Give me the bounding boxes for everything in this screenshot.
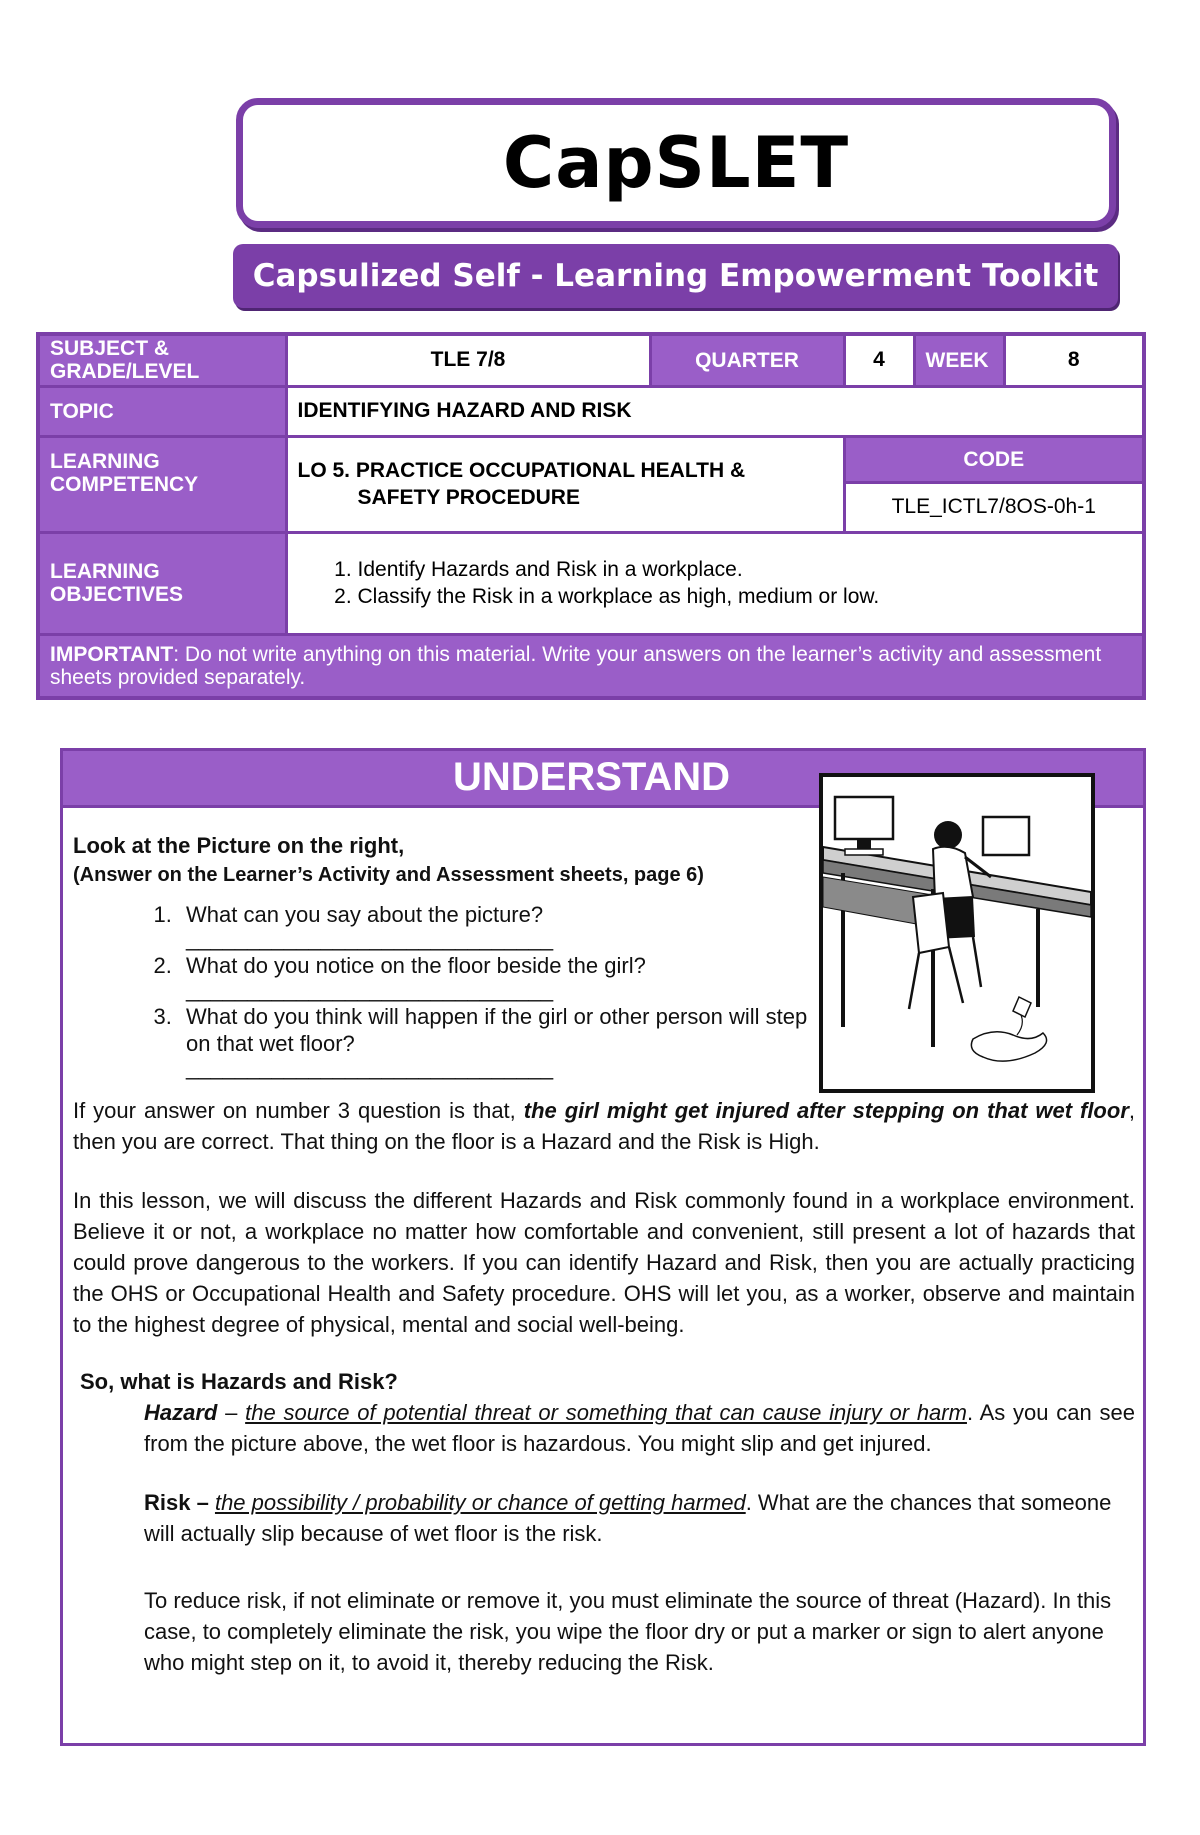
competency-value (286, 436, 844, 532)
topic-row (38, 386, 1144, 436)
important-note (38, 634, 1144, 698)
important-row (38, 634, 1144, 698)
answer-note: (Answer on the Learner’s Activity and Assessment sheets, page 6) (73, 864, 704, 886)
subject-row (38, 334, 1144, 386)
hazard-paragraph (73, 1397, 1135, 1459)
objectives-label: LEARNING OBJECTIVES (38, 532, 286, 634)
question-item (178, 1003, 818, 1079)
answer-blank: ______________________________ (186, 977, 554, 1002)
hazard-definition: the source of potential threat or something that can cause injury or harm (245, 1400, 967, 1425)
title-box (236, 98, 1116, 228)
reduce-paragraph: To reduce risk, if not eliminate or remove it, you must eliminate the source of threat (Hazard). In this case, to completely eliminate the risk, you wipe the floor dry or put a marker or sign to alert anyone who might step on it, to avoid it, thereby reducing the Risk. (144, 1588, 1112, 1675)
page-title: CapSLET (502, 122, 850, 204)
code-value: TLE_ICTL7/8OS-0h-1 (844, 482, 1144, 532)
subtitle-banner (233, 244, 1118, 308)
understand-content (73, 831, 1135, 1678)
topic-value: IDENTIFYING HAZARD AND RISK (286, 386, 1144, 436)
question-item (178, 901, 818, 950)
hazard-term: Hazard (144, 1400, 218, 1425)
subtitle-text: Capsulized Self - Learning Empowerment Toolkit (252, 258, 1099, 294)
look-heading: Look at the Picture on the right, (73, 833, 405, 858)
competency-label: LEARNING COMPETENCY (38, 436, 286, 532)
important-label: IMPORTANT (50, 642, 174, 666)
competency-line1: LO 5. PRACTICE OCCUPATIONAL HEALTH & (297, 459, 746, 482)
code-label: CODE (844, 436, 1144, 482)
objectives-cell (286, 532, 1144, 634)
so-heading: So, what is Hazards and Risk? (80, 1369, 398, 1394)
week-label: WEEK (914, 334, 1004, 386)
objectives-list (298, 556, 1133, 610)
question-text: What do you notice on the floor beside the girl? (186, 953, 646, 978)
answer-text-emphasis: the girl might get injured after stepping on that wet floor (523, 1098, 1129, 1123)
quarter-value: 4 (844, 334, 914, 386)
question-text: What do you think will happen if the girl or other person will step on that wet floor? (186, 1004, 808, 1056)
answer-blank: ______________________________ (186, 1055, 554, 1080)
risk-definition: the possibility / probability or chance of getting harmed (214, 1490, 746, 1515)
question-item (178, 952, 818, 1001)
question-list (73, 901, 818, 1079)
objectives-row (38, 532, 1144, 634)
risk-paragraph (73, 1487, 1135, 1549)
answer-blank: ______________________________ (186, 926, 554, 951)
topic-label: TOPIC (38, 386, 286, 436)
important-text: : Do not write anything on this material. Write your answers on the learner’s activity and assessment sheets provided separately. (50, 642, 1102, 689)
subject-label: SUBJECT & GRADE/LEVEL (38, 334, 286, 386)
answer-text-c: , then you are correct. That thing on the floor is a Hazard and the Risk is High. (73, 1098, 1136, 1154)
risk-term: Risk – (144, 1490, 209, 1515)
understand-section (60, 748, 1146, 1746)
objective-item: 1. Identify Hazards and Risk in a workplace. (358, 556, 1133, 583)
info-table (36, 332, 1146, 700)
hazard-rest: . As you can see from the picture above, the wet floor is hazardous. You might slip and get injured. (144, 1400, 1136, 1456)
quarter-label: QUARTER (650, 334, 844, 386)
understand-title: UNDERSTAND (453, 755, 731, 799)
subject-value: TLE 7/8 (286, 334, 650, 386)
objective-item: 2. Classify the Risk in a workplace as high, medium or low. (358, 583, 1133, 610)
week-value: 8 (1004, 334, 1144, 386)
competency-line2: SAFETY PROCEDURE (357, 486, 580, 509)
competency-row (38, 436, 1144, 482)
risk-rest: . What are the chances that someone will actually slip because of wet floor is the risk. (144, 1490, 1112, 1546)
lesson-paragraph: In this lesson, we will discuss the different Hazards and Risk commonly found in a workplace environment. Believe it or not, a workplace no matter how comfortable and convenient, still present a lot of hazards that could prove dangerous to the workers. If you can identify Hazard and Risk, then you are actually practicing the OHS or Occupational Health and Safety procedure. OHS will let you, as a worker, observe and maintain to the highest degree of physical, mental and social well-being. (73, 1188, 1135, 1337)
answer-paragraph (73, 1095, 1135, 1157)
answer-text-a: If your answer on number 3 question is that, (73, 1098, 524, 1123)
question-text: What can you say about the picture? (186, 902, 544, 927)
hazard-dash: – (217, 1400, 246, 1425)
